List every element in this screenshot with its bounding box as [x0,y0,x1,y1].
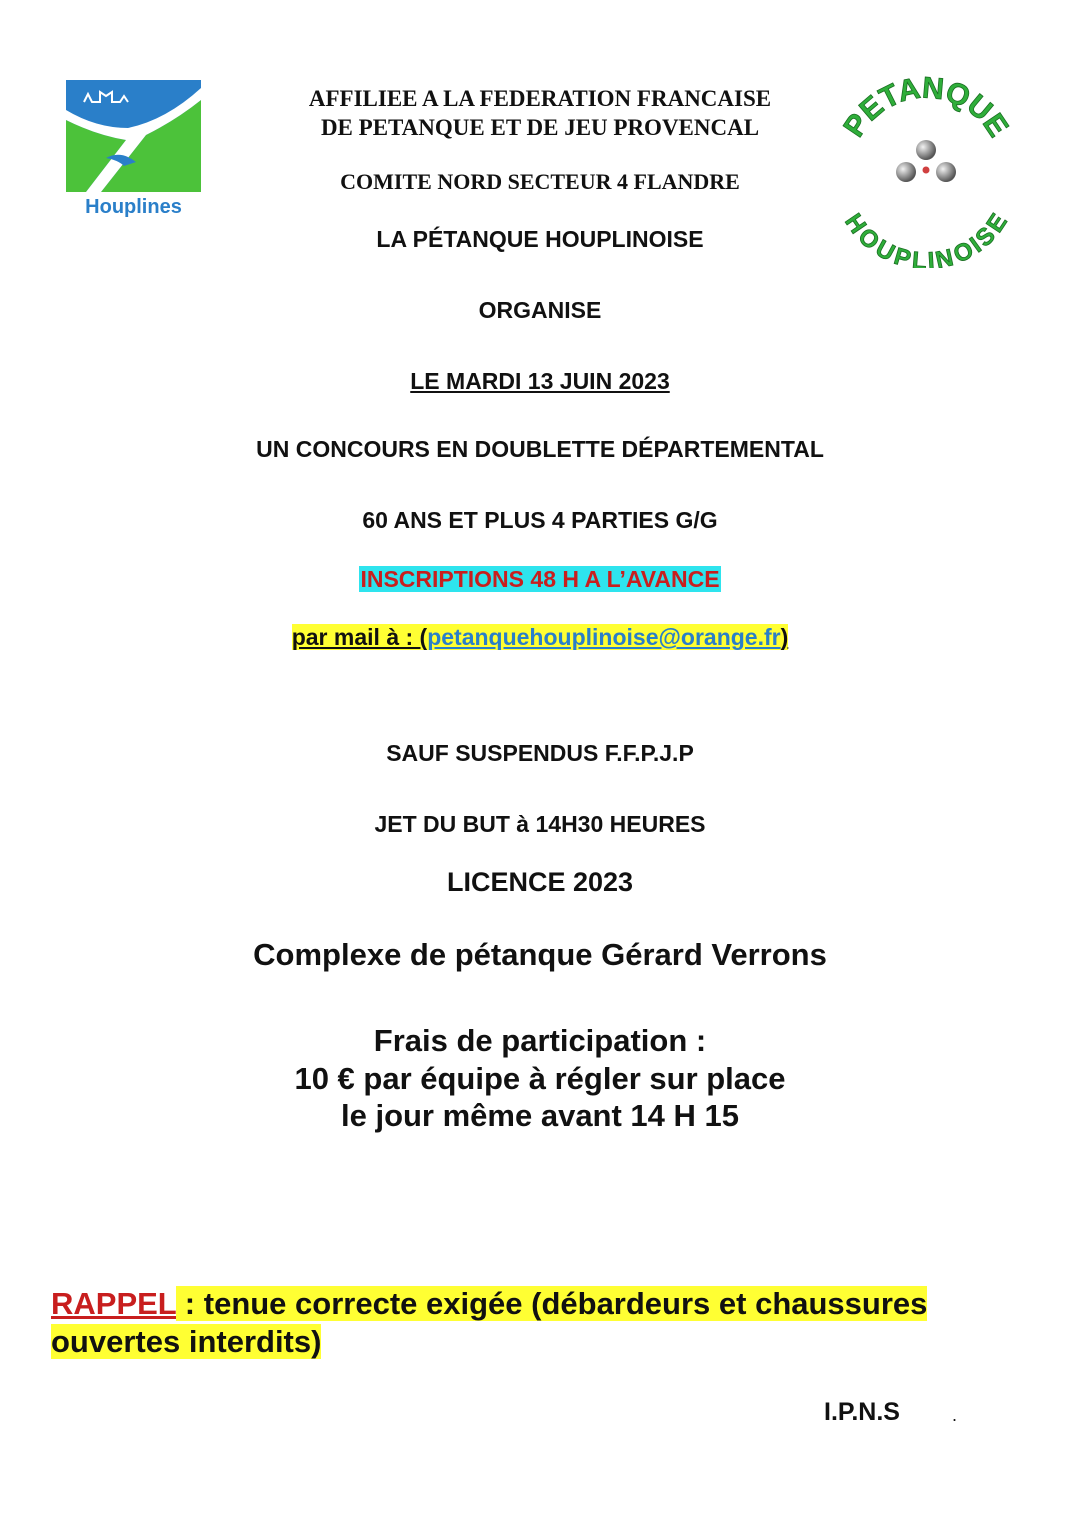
rappel-text-2: ouvertes interdits) [51,1324,322,1359]
petanque-logo-top-text: PETANQUE [837,72,1015,143]
licence-line: LICENCE 2023 [446,867,634,897]
club-name: LA PÉTANQUE HOUPLINOISE [376,226,704,252]
comite-line: COMITE NORD SECTEUR 4 FLANDRE [340,169,740,194]
rappel-text-1: tenue correcte exigée (débardeurs et chaussures [203,1286,928,1321]
mail-prefix: par mail à : ( [291,624,428,650]
trailing-dot: . [952,1405,958,1425]
rappel-notice [51,1285,1011,1361]
fees-title: Frais de participation : [373,1023,707,1058]
ipns-mention: I.P.N.S [824,1398,900,1426]
concours-title: UN CONCOURS EN DOUBLETTE DÉPARTEMENTAL [256,436,824,462]
email-link[interactable]: petanquehouplinoise@orange.fr [427,624,781,650]
federation-line-1: AFFILIEE A LA FEDERATION FRANCAISE [308,86,772,111]
rappel-separator: : [176,1286,204,1321]
suspendus-line: SAUF SUSPENDUS F.F.P.J.P [386,740,694,766]
fees-line-2: le jour même avant 14 H 15 [340,1098,740,1133]
houplines-logo-text: Houplines [85,196,182,218]
venue-line: Complexe de pétanque Gérard Verrons [253,937,827,972]
event-date-text: LE MARDI 13 JUIN 2023 [410,368,670,394]
inscriptions-text: INSCRIPTIONS 48 H A L’AVANCE [360,566,720,592]
federation-line-2: DE PETANQUE ET DE JEU PROVENCAL [320,115,760,140]
age-category: 60 ANS ET PLUS 4 PARTIES G/G [362,507,718,533]
mail-suffix: ) [780,624,789,650]
petanque-logo-bottom-text: HOUPLINOISE [839,209,1013,268]
event-date [0,368,1080,395]
fees-line-1: 10 € par équipe à régler sur place [294,1061,786,1096]
organise-label: ORGANISE [478,297,602,323]
mail-line [0,624,1080,651]
jet-du-but-line: JET DU BUT à 14H30 HEURES [374,811,706,837]
inscriptions-notice [0,566,1080,593]
rappel-label: RAPPEL [51,1286,177,1321]
